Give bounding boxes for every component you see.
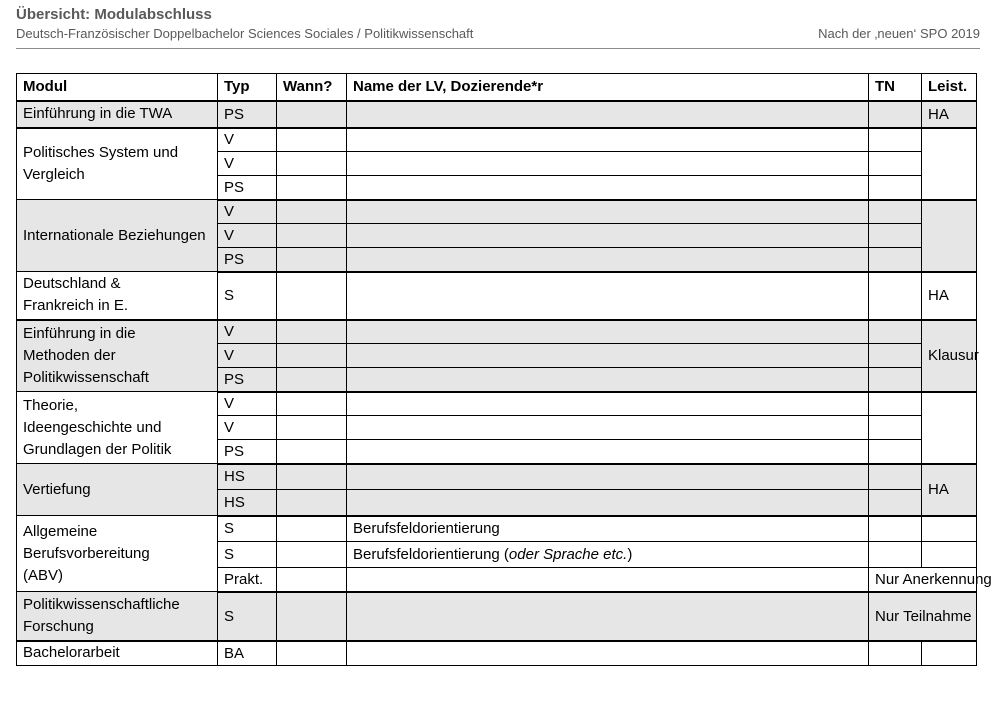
lv-name-cell[interactable]: [347, 152, 869, 176]
wann-cell[interactable]: [277, 568, 347, 592]
tn-cell[interactable]: [869, 416, 922, 440]
module-type: S: [218, 516, 277, 542]
wann-cell[interactable]: [277, 224, 347, 248]
table-row: [17, 320, 977, 344]
module-type: V: [218, 416, 277, 440]
leistung-cell: HA: [922, 272, 977, 320]
leistung-cell: [922, 641, 977, 666]
module-name: Allgemeine Berufsvorbereitung (ABV): [17, 516, 218, 592]
wann-cell[interactable]: [277, 516, 347, 542]
tn-cell[interactable]: [869, 320, 922, 344]
lv-name-cell[interactable]: [347, 344, 869, 368]
table-row: [17, 392, 977, 416]
module-name: Bachelorarbeit: [17, 641, 218, 666]
module-name: Deutschland & Frankreich in E.: [17, 272, 218, 320]
module-type: V: [218, 344, 277, 368]
wann-cell[interactable]: [277, 320, 347, 344]
col-header-name: Name der LV, Dozierende*r: [347, 74, 869, 101]
lv-name-cell[interactable]: [347, 392, 869, 416]
wann-cell[interactable]: [277, 152, 347, 176]
leistung-cell: [922, 128, 977, 200]
table-row: [17, 592, 977, 641]
lv-name-cell[interactable]: [347, 224, 869, 248]
lv-name-cell[interactable]: [347, 416, 869, 440]
module-type: S: [218, 272, 277, 320]
table-row: [17, 641, 977, 666]
col-header-tn: TN: [869, 74, 922, 101]
lv-name-cell[interactable]: [347, 440, 869, 464]
table-row: [17, 272, 977, 320]
lv-name-cell[interactable]: [347, 592, 869, 641]
lv-name-cell[interactable]: [347, 641, 869, 666]
wann-cell[interactable]: [277, 272, 347, 320]
document-header: [16, 6, 980, 41]
table-row: [17, 101, 977, 128]
tn-cell[interactable]: [869, 368, 922, 392]
module-type: V: [218, 200, 277, 224]
wann-cell[interactable]: [277, 592, 347, 641]
leistung-cell: [922, 200, 977, 272]
col-header-wann: Wann?: [277, 74, 347, 101]
wann-cell[interactable]: [277, 440, 347, 464]
module-type: V: [218, 392, 277, 416]
wann-cell[interactable]: [277, 464, 347, 490]
col-header-typ: Typ: [218, 74, 277, 101]
module-name: Politisches System und Vergleich: [17, 128, 218, 200]
lv-name-cell[interactable]: [347, 272, 869, 320]
tn-cell[interactable]: [869, 641, 922, 666]
col-header-leist: Leist.: [922, 74, 977, 101]
tn-cell[interactable]: [869, 464, 922, 490]
module-type: PS: [218, 101, 277, 128]
table-row: [17, 516, 977, 542]
lv-name-cell[interactable]: [347, 200, 869, 224]
table-row: [17, 464, 977, 490]
subtitle-row: [16, 26, 980, 41]
document-title: Übersicht: Modulabschluss: [16, 6, 212, 23]
lv-name-cell[interactable]: [347, 248, 869, 272]
wann-cell[interactable]: [277, 128, 347, 152]
program-subtitle: Deutsch-Französischer Doppelbachelor Sciences Sociales / Politikwissenschaft: [16, 26, 474, 41]
tn-cell[interactable]: [869, 344, 922, 368]
wann-cell[interactable]: [277, 200, 347, 224]
wann-cell[interactable]: [277, 490, 347, 516]
tn-cell[interactable]: [869, 516, 922, 542]
tn-cell[interactable]: [869, 224, 922, 248]
table-row: [17, 200, 977, 224]
tn-cell[interactable]: [869, 176, 922, 200]
leistung-cell: [922, 392, 977, 464]
tn-cell[interactable]: [869, 392, 922, 416]
recognition-note: Nur Anerkennung: [869, 568, 977, 592]
wann-cell[interactable]: [277, 392, 347, 416]
regulation-version: Nach der ‚neuen‘ SPO 2019: [818, 26, 980, 41]
lv-name-cell[interactable]: [347, 176, 869, 200]
module-type: V: [218, 224, 277, 248]
wann-cell[interactable]: [277, 416, 347, 440]
tn-cell[interactable]: [869, 490, 922, 516]
wann-cell[interactable]: [277, 176, 347, 200]
table-header-row: [17, 74, 977, 101]
lv-name-cell[interactable]: [347, 320, 869, 344]
participation-note: Nur Teilnahme: [869, 592, 977, 641]
tn-cell[interactable]: [869, 152, 922, 176]
module-type: PS: [218, 440, 277, 464]
col-header-modul: Modul: [17, 74, 218, 101]
wann-cell[interactable]: [277, 248, 347, 272]
tn-cell[interactable]: [869, 440, 922, 464]
tn-cell[interactable]: [869, 128, 922, 152]
module-name: Einführung in die Methoden der Politikwissenschaft: [17, 320, 218, 392]
lv-name-cell[interactable]: [347, 128, 869, 152]
module-name: Internationale Beziehungen: [17, 200, 218, 272]
leistung-cell: Klausur: [922, 320, 977, 392]
module-name: Politikwissenschaftliche Forschung: [17, 592, 218, 641]
module-type: HS: [218, 490, 277, 516]
leistung-cell: HA: [922, 101, 977, 128]
wann-cell[interactable]: [277, 344, 347, 368]
tn-cell[interactable]: [869, 272, 922, 320]
lv-name-cell[interactable]: [347, 368, 869, 392]
module-type: HS: [218, 464, 277, 490]
wann-cell[interactable]: [277, 368, 347, 392]
module-type: S: [218, 542, 277, 568]
wann-cell[interactable]: [277, 101, 347, 128]
lv-name-cell[interactable]: [347, 464, 869, 490]
lv-name-cell[interactable]: Berufsfeldorientierung: [347, 516, 869, 542]
module-type: PS: [218, 368, 277, 392]
module-type: V: [218, 128, 277, 152]
tn-cell[interactable]: [869, 542, 922, 568]
lv-name-cell[interactable]: [347, 101, 869, 128]
module-name: Vertiefung: [17, 464, 218, 516]
module-name: Theorie, Ideengeschichte und Grundlagen der Politik: [17, 392, 218, 464]
module-type: V: [218, 320, 277, 344]
module-type: S: [218, 592, 277, 641]
module-type: PS: [218, 248, 277, 272]
lv-name-cell[interactable]: [347, 568, 869, 592]
module-type: BA: [218, 641, 277, 666]
header-divider: [16, 48, 980, 49]
table-row: [17, 128, 977, 152]
module-overview-table: [16, 73, 992, 666]
module-type: V: [218, 152, 277, 176]
leistung-cell: HA: [922, 464, 977, 516]
tn-cell[interactable]: [869, 101, 922, 128]
lv-name-cell[interactable]: Berufsfeldorientierung (oder Sprache etc.): [347, 542, 869, 568]
tn-cell[interactable]: [869, 200, 922, 224]
leistung-cell: [922, 542, 977, 568]
module-name: Einführung in die TWA: [17, 101, 218, 128]
wann-cell[interactable]: [277, 542, 347, 568]
wann-cell[interactable]: [277, 641, 347, 666]
module-type: Prakt.: [218, 568, 277, 592]
tn-cell[interactable]: [869, 248, 922, 272]
module-type: PS: [218, 176, 277, 200]
leistung-cell: [922, 516, 977, 542]
lv-name-cell[interactable]: [347, 490, 869, 516]
